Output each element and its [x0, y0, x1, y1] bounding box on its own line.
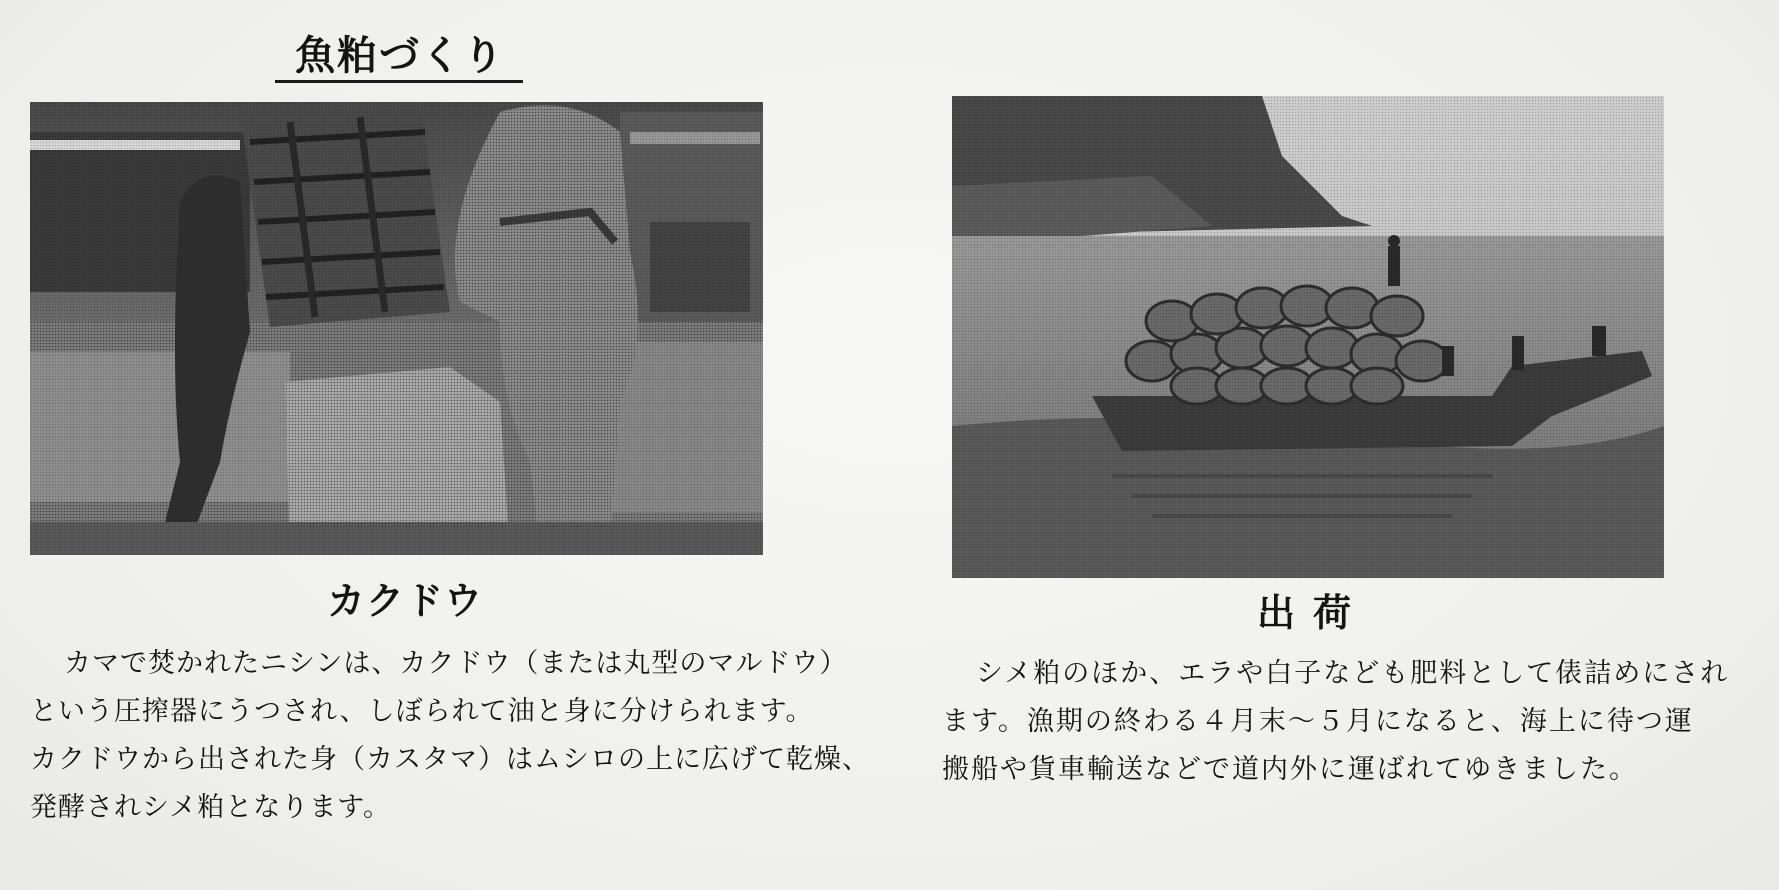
body-line: ます。漁期の終わる４月末～５月になると、海上に待つ運: [942, 706, 1694, 737]
title-underline: [275, 80, 523, 83]
body-line: シメ粕のほか、エラや白子なども肥料として俵詰めにされ: [976, 658, 1730, 689]
body-line: 発酵されシメ粕となります。: [30, 792, 392, 823]
body-line: カクドウから出された身（カスタマ）はムシロの上に広げて乾燥、: [30, 744, 870, 775]
body-line: カマで焚かれたニシンは、カクドウ（または丸型のマルドウ）: [64, 648, 848, 679]
caption-kakudou: カクドウ: [327, 579, 484, 623]
body-text-shipping: [942, 650, 1729, 794]
photo-shipping: [952, 96, 1664, 578]
photo-kakudou: [30, 102, 763, 555]
body-text-kakudou: [30, 640, 870, 832]
caption-shipping: 出荷: [1257, 591, 1370, 635]
page-title: 魚粕づくり: [295, 33, 505, 79]
body-line: 搬船や貨車輸送などで道内外に運ばれてゆきました。: [942, 754, 1638, 785]
body-line: という圧搾器にうつされ、しぼられて油と身に分けられます。: [30, 696, 814, 727]
